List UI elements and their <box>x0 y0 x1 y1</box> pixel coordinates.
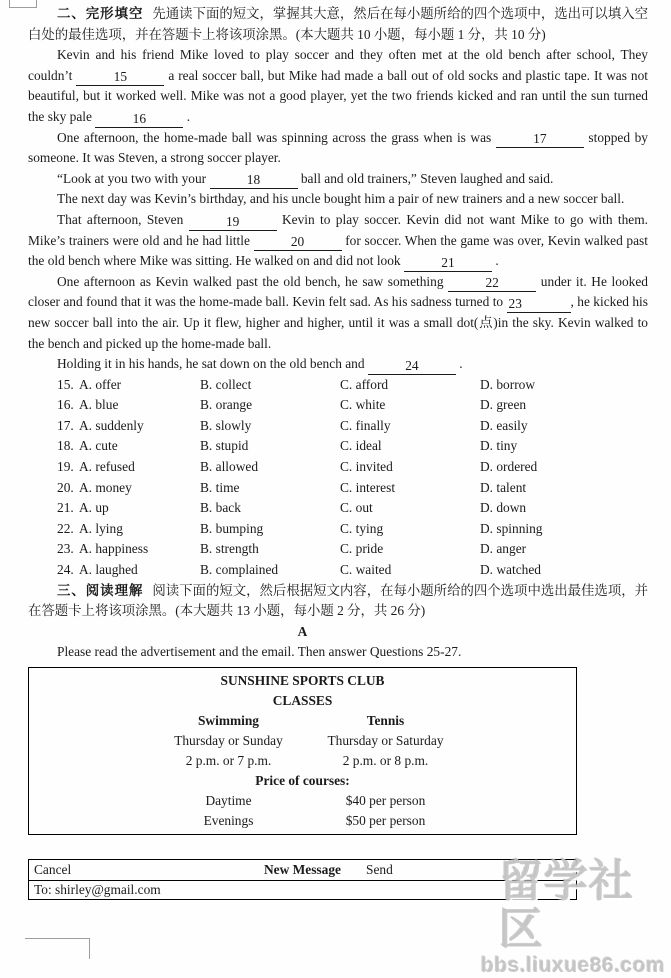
option-a: A. laughed <box>79 562 138 578</box>
paragraph-text: Holding it in his hands, he sat down on the old bench and <box>57 356 365 372</box>
price-row-daytime <box>150 791 464 811</box>
email-header-row <box>29 860 576 881</box>
question-number: 24. <box>57 562 74 578</box>
option-c: C. white <box>340 397 386 413</box>
cloze-paragraph-7 <box>28 354 648 375</box>
paragraph-text: , he kicked his new soccer ball into the air. Up it flew, higher and higher, until it was a small dot(点)in the sky. Kevin walked to the bench and picked up the home-made ball. <box>28 294 648 351</box>
question-number: 22. <box>57 520 74 536</box>
option-c: C. out <box>340 500 373 516</box>
price-heading: Price of courses: <box>255 773 350 788</box>
ad-class-times <box>150 751 464 771</box>
paragraph-text: One afternoon, the home-made ball was spinning across the grass when is was <box>57 129 492 145</box>
watermark-logo-text: 留学社区 <box>499 857 634 954</box>
cloze-question-row-21 <box>57 498 648 519</box>
paragraph-text: “Look at you two with your <box>57 170 207 186</box>
option-a: A. blue <box>79 397 119 413</box>
tennis-days: Thursday or Saturday <box>327 733 444 748</box>
section2-heading <box>28 4 648 45</box>
paragraph-text: . <box>186 108 191 124</box>
option-b: B. orange <box>200 397 253 413</box>
passage-intro: Please read the advertisement and the email. Then answer Questions 25-27. <box>57 644 462 660</box>
option-c: C. pride <box>340 541 384 557</box>
paragraph-text: Kevin to play soccer. Kevin did not want Mike to go with them. Mike’s trainers were old and he had little <box>28 211 648 248</box>
section2-instructions: 先通读下面的短文，掌握其大意，然后在每小题所给的四个选项中，选出可以填入空白处的最佳选项，并在答题卡上将该项涂黑。(本大题共 10 小题，每小题 1 分，共 10 分) <box>28 6 648 42</box>
price-label: Evenings <box>203 813 254 828</box>
question-number: 16. <box>57 397 74 413</box>
paragraph-text: a real soccer ball, but Mike had made a ball out of old socks and plastic tape. It was not beautiful, but it worked well. Mike was not a good player, yet the two friends kicked and ran until the sun turned the sky pale <box>28 67 649 124</box>
option-d: D. easily <box>480 417 528 433</box>
question-number: 17. <box>57 417 74 433</box>
option-a: A. suddenly <box>79 417 144 433</box>
section3-heading <box>28 581 648 622</box>
option-b: B. strength <box>200 541 259 557</box>
option-d: D. tiny <box>480 438 518 454</box>
price-row-evenings <box>150 811 464 831</box>
question-number: 15. <box>57 376 74 392</box>
page-corner-artifact-bottom <box>25 938 90 959</box>
cloze-question-row-17 <box>57 416 648 437</box>
option-d: D. ordered <box>480 459 538 475</box>
swimming-column-header: Swimming <box>197 713 259 728</box>
option-a: A. offer <box>79 376 122 392</box>
option-b: B. complained <box>200 562 279 578</box>
ad-subtitle: CLASSES <box>272 693 333 708</box>
option-a: A. lying <box>79 520 123 536</box>
tennis-column-header: Tennis <box>366 713 405 728</box>
cloze-question-row-19 <box>57 457 648 478</box>
option-c: C. interest <box>340 479 396 495</box>
option-d: D. down <box>480 500 527 516</box>
option-d: D. borrow <box>480 376 536 392</box>
option-b: B. collect <box>200 376 252 392</box>
paragraph-text: One afternoon as Kevin walked past the old bench, he saw something <box>57 273 444 289</box>
paragraph-text: under it. He looked closer and found that it was the home-made ball. Kevin felt sad. As his sadness turned to <box>28 273 648 310</box>
paragraph-text: That afternoon, Steven <box>57 211 184 227</box>
paragraph-text: The next day was Kevin’s birthday, and his uncle bought him a pair of new trainers and a new soccer ball. <box>57 191 625 207</box>
ad-class-headers <box>150 711 464 731</box>
question-number: 21. <box>57 500 74 516</box>
blank-24: 24 <box>368 358 456 375</box>
cloze-paragraph-4 <box>28 189 648 210</box>
option-b: B. stupid <box>200 438 249 454</box>
blank-18: 18 <box>210 172 298 189</box>
section3-title: 三、阅读理解 <box>57 582 144 598</box>
option-d: D. watched <box>480 562 541 578</box>
paragraph-text: for soccer. When the game was over, Kevin walked past the old bench where Mike was sitting. He walked on and did not look <box>28 232 648 269</box>
option-c: C. finally <box>340 417 391 433</box>
price-value: $40 per person <box>345 793 426 808</box>
option-b: B. time <box>200 479 240 495</box>
question-number: 19. <box>57 459 74 475</box>
swimming-times: 2 p.m. or 7 p.m. <box>185 753 272 768</box>
option-b: B. back <box>200 500 241 516</box>
cloze-paragraph-6 <box>28 272 648 354</box>
tennis-times: 2 p.m. or 8 p.m. <box>342 753 429 768</box>
option-b: B. slowly <box>200 417 252 433</box>
email-send-label: Send <box>366 862 393 877</box>
option-d: D. talent <box>480 479 527 495</box>
option-c: C. waited <box>340 562 392 578</box>
sports-club-advertisement <box>28 667 577 835</box>
option-c: C. tying <box>340 520 384 536</box>
question-number: 20. <box>57 479 74 495</box>
blank-21: 21 <box>404 255 492 272</box>
blank-20: 20 <box>254 234 342 251</box>
option-d: D. green <box>480 397 527 413</box>
passage-label-a: A <box>297 623 308 639</box>
cloze-paragraph-5 <box>28 210 648 272</box>
cloze-paragraph-1 <box>28 45 648 127</box>
question-number: 23. <box>57 541 74 557</box>
option-b: B. bumping <box>200 520 264 536</box>
option-d: D. anger <box>480 541 527 557</box>
paragraph-text: ball and old trainers,” Steven laughed and said. <box>300 170 554 186</box>
cloze-paragraph-2 <box>28 128 648 169</box>
paragraph-text: . <box>459 356 463 372</box>
section3-instructions: 阅读下面的短文，然后根据短文内容，在每小题所给的四个选项中选出最佳选项，并在答题卡上将该项涂黑。(本大题共 13 小题，每小题 2 分，共 26 分) <box>28 582 648 619</box>
cloze-question-row-18 <box>57 436 648 457</box>
blank-19: 19 <box>189 214 277 231</box>
option-a: A. money <box>79 479 132 495</box>
option-b: B. allowed <box>200 459 259 475</box>
price-value: $50 per person <box>345 813 426 828</box>
cloze-question-row-15 <box>57 375 648 396</box>
blank-15: 15 <box>76 69 164 86</box>
cloze-question-row-24 <box>57 560 648 581</box>
cloze-question-row-16 <box>57 395 648 416</box>
cloze-paragraph-3 <box>28 169 648 190</box>
email-mockup <box>28 859 577 900</box>
option-a: A. happiness <box>79 541 149 557</box>
email-title: New Message <box>264 862 341 877</box>
option-c: C. ideal <box>340 438 382 454</box>
blank-16: 16 <box>95 111 183 128</box>
blank-22: 22 <box>448 275 536 292</box>
option-a: A. up <box>79 500 109 516</box>
email-cancel-label: Cancel <box>34 862 72 877</box>
paragraph-text: stopped by someone. It was Steven, a strong soccer player. <box>28 129 648 166</box>
option-a: A. cute <box>79 438 118 454</box>
question-number: 18. <box>57 438 74 454</box>
price-label: Daytime <box>205 793 252 808</box>
paragraph-text: . <box>495 253 499 269</box>
blank-23: 23 <box>507 296 571 313</box>
ad-class-days <box>150 731 464 751</box>
option-c: C. invited <box>340 459 393 475</box>
blank-17: 17 <box>496 131 584 148</box>
swimming-days: Thursday or Sunday <box>174 733 283 748</box>
option-d: D. spinning <box>480 520 543 536</box>
option-c: C. afford <box>340 376 389 392</box>
ad-title: SUNSHINE SPORTS CLUB <box>220 673 385 688</box>
cloze-question-row-22 <box>57 519 648 540</box>
watermark-url: bbs.liuxue86.com <box>481 954 666 977</box>
option-a: A. refused <box>79 459 135 475</box>
email-to-line: To: shirley@gmail.com <box>34 882 161 897</box>
section2-title: 二、完形填空 <box>57 6 144 21</box>
paragraph-text: Kevin and his friend Mike loved to play soccer and they often met at the old bench after school, They couldn’t <box>28 47 648 83</box>
cloze-question-row-20 <box>57 478 648 499</box>
cloze-question-row-23 <box>57 539 648 560</box>
